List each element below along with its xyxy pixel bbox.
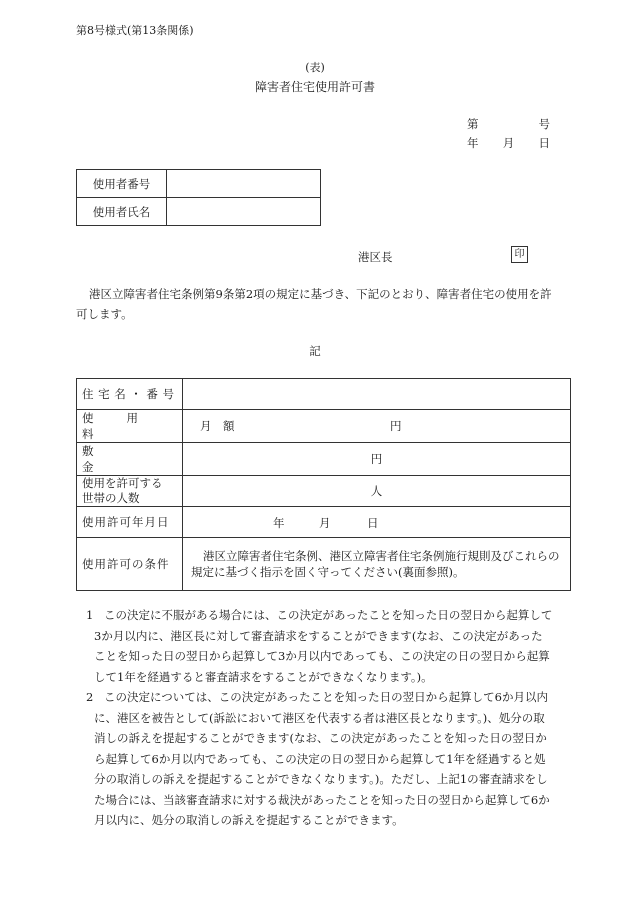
list-item: 1 この決定に不服がある場合には、この決定があったことを知った日の翌日から起算して3か月以内に、港区長に対して審査請求をすることができます(なお、この決定があったことを知った日の翌日から起算して3か月以内であっても、この決定の日の翌日から起算して1年を経過すると審査請求をすることができなくなります。)。 (86, 608, 553, 684)
table-row (77, 476, 571, 507)
ki-heading: 記 (309, 344, 321, 358)
rent-label: 使用料 (77, 410, 183, 443)
document-number-line (467, 116, 550, 132)
user-name-label: 使用者氏名 (77, 198, 167, 226)
user-number-value (167, 170, 321, 198)
user-number-label: 使用者番号 (77, 170, 167, 198)
conditions-text: 港区立障害者住宅条例、港区立障害者住宅条例施行規則及びこれらの規定に基づく指示を固く守ってください(裏面参照)。 (183, 538, 571, 591)
permit-year: 年 (273, 516, 285, 530)
list-item: 2 この決定については、この決定があったことを知った日の翌日から起算して6か月以内に、港区を被告として(訴訟において港区を代表する者は港区長となります。)、処分の取消しの訴えを提起することができます(なお、この決定があったことを知った日の翌日から起算して6か月以内であっても、この決定の日の翌日から起算して1年を経過すると処分の取消しの訴えを提起することができなくなります。)。ただし、上記1の審査請求をした場合には、当該審査請求に対する裁決があったことを知った日の翌日から起算して6か月以内に、処分の取消しの訴えを提起することができます。 (86, 690, 550, 827)
household-label: 使用を許可する 世帯の人数 (77, 476, 183, 507)
document-title: 障害者住宅使用許可書 (254, 80, 375, 94)
number-prefix: 第 (467, 117, 479, 131)
table-row (77, 379, 571, 410)
rent-yen: 円 (390, 419, 402, 433)
user-table (76, 169, 321, 226)
permission-text: 港区立障害者住宅条例第9条第2項の規定に基づき、下記のとおり、障害者住宅の使用を許可します。 (76, 287, 552, 321)
user-name-value (167, 198, 321, 226)
table-row (77, 410, 571, 443)
detail-table (76, 378, 571, 591)
appeal-notes (86, 605, 554, 831)
side-label: (表) (305, 61, 325, 74)
table-row (77, 507, 571, 538)
issue-date-line (467, 135, 550, 151)
table-row (77, 443, 571, 476)
issuer: 港区長 (358, 250, 393, 264)
deposit-label: 敷金 (77, 443, 183, 476)
permit-date-label: 使用許可年月日 (77, 507, 183, 538)
housing-value (183, 379, 571, 410)
issue-day: 日 (538, 136, 550, 150)
table-row (77, 538, 571, 591)
household-unit: 人 (370, 484, 383, 498)
rent-monthly: 月 額 (200, 419, 235, 433)
deposit-yen: 円 (370, 452, 383, 466)
issue-month: 月 (502, 136, 515, 150)
household-value (183, 476, 571, 507)
issue-year: 年 (467, 136, 479, 150)
housing-label: 住宅名・番号 (77, 379, 183, 410)
rent-value (183, 410, 571, 443)
conditions-label: 使用許可の条件 (77, 538, 183, 591)
number-suffix: 号 (538, 117, 550, 131)
seal-mark: 印 (511, 246, 528, 263)
deposit-value (183, 443, 571, 476)
permit-day: 日 (367, 516, 379, 530)
form-number: 第8号様式(第13条関係) (76, 24, 194, 37)
permit-month: 月 (319, 516, 331, 530)
permit-date-value (183, 507, 571, 538)
